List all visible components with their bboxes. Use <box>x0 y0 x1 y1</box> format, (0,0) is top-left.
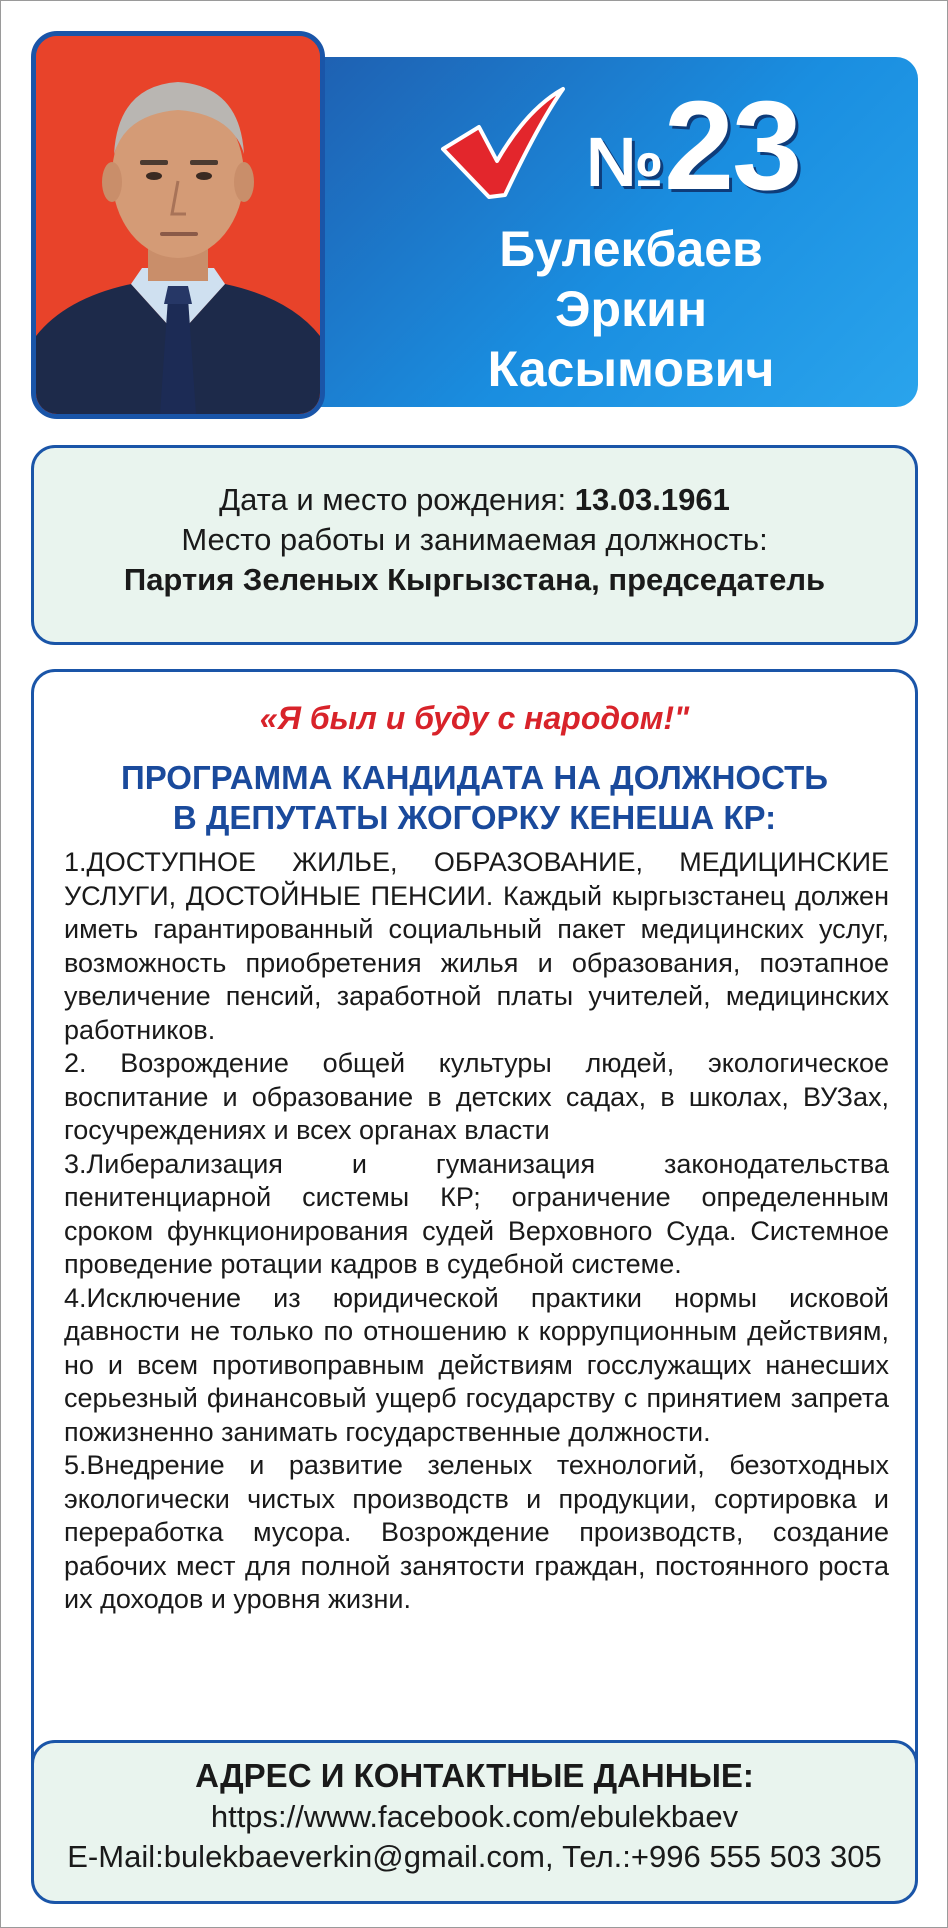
candidate-patronymic: Касымович <box>487 341 775 397</box>
number-sign: № <box>586 123 665 201</box>
birth-value: 13.03.1961 <box>574 482 730 517</box>
candidate-name <box>421 219 841 399</box>
program-title-line: ПРОГРАММА КАНДИДАТА НА ДОЛЖНОСТЬ <box>121 759 828 796</box>
program-points <box>64 846 889 1617</box>
program-point-3: 3.Либерализация и гуманизация законодательства пенитенциарной системы КР; ограничение определенным сроком функционирования судей Верховного Суда. Системное проведение ротации кадров в судебной системе. <box>64 1148 889 1279</box>
checkmark-icon <box>439 83 569 203</box>
slogan: «Я был и буду с народом!" <box>259 700 690 736</box>
info-box <box>31 445 918 645</box>
program-box <box>31 669 918 1901</box>
program-point-2: 2. Возрождение общей культуры людей, экологическое воспитание и образование в детских садах, в школах, ВУЗах, госучреждениях и всех органах власти <box>64 1048 889 1145</box>
candidate-number <box>586 75 801 216</box>
candidate-surname: Булекбаев <box>499 221 763 277</box>
contacts-title: АДРЕС И КОНТАКТНЫЕ ДАННЫЕ: <box>195 1757 754 1794</box>
birth-line <box>34 480 915 520</box>
contacts-box <box>31 1740 918 1904</box>
program-point-4: 4.Исключение из юридической практики нормы исковой давности не только по отношению к коррупционным действиям, но и всем противоправным действиям госслужащих нанесших серьезный финансовый ущерб государству с принятием запрета пожизненно занимать государственные должности. <box>64 1282 889 1447</box>
facebook-link[interactable]: https://www.facebook.com/ebulekbaev <box>210 1799 739 1834</box>
work-label: Место работы и занимаемая должность: <box>181 522 768 557</box>
email-phone: E-Mail:bulekbaeverkin@gmail.com, Тел.:+996 555 503 305 <box>67 1839 882 1874</box>
program-point-1: 1.ДОСТУПНОЕ ЖИЛЬЕ, ОБРАЗОВАНИЕ, МЕДИЦИНСКИЕ УСЛУГИ, ДОСТОЙНЫЕ ПЕНСИИ. Каждый кыргызстанец должен иметь гарантированный социальный пакет медицинских услуг, возможность приобретения жилья и образования, поэтапное увеличение пенсий, заработной платы учителей, медицинских работников. <box>64 847 889 1045</box>
candidate-first-name: Эркин <box>554 281 708 337</box>
program-point-5: 5.Внедрение и развитие зеленых технологий, безотходных экологически чистых производств и продукции, сортировка и переработка мусора. Возрождение производств, создание рабочих мест для полной занятости граждан, постоянного роста их доходов и уровня жизни. <box>64 1450 889 1614</box>
candidate-photo <box>31 31 325 419</box>
program-title-line: В ДЕПУТАТЫ ЖОГОРКУ КЕНЕША КР: <box>172 799 777 836</box>
program-title <box>34 758 915 838</box>
work-value: Партия Зеленых Кыргызстана, председатель <box>123 562 826 597</box>
number-value: 23 <box>664 75 801 216</box>
birth-label: Дата и место рождения: <box>219 482 575 517</box>
